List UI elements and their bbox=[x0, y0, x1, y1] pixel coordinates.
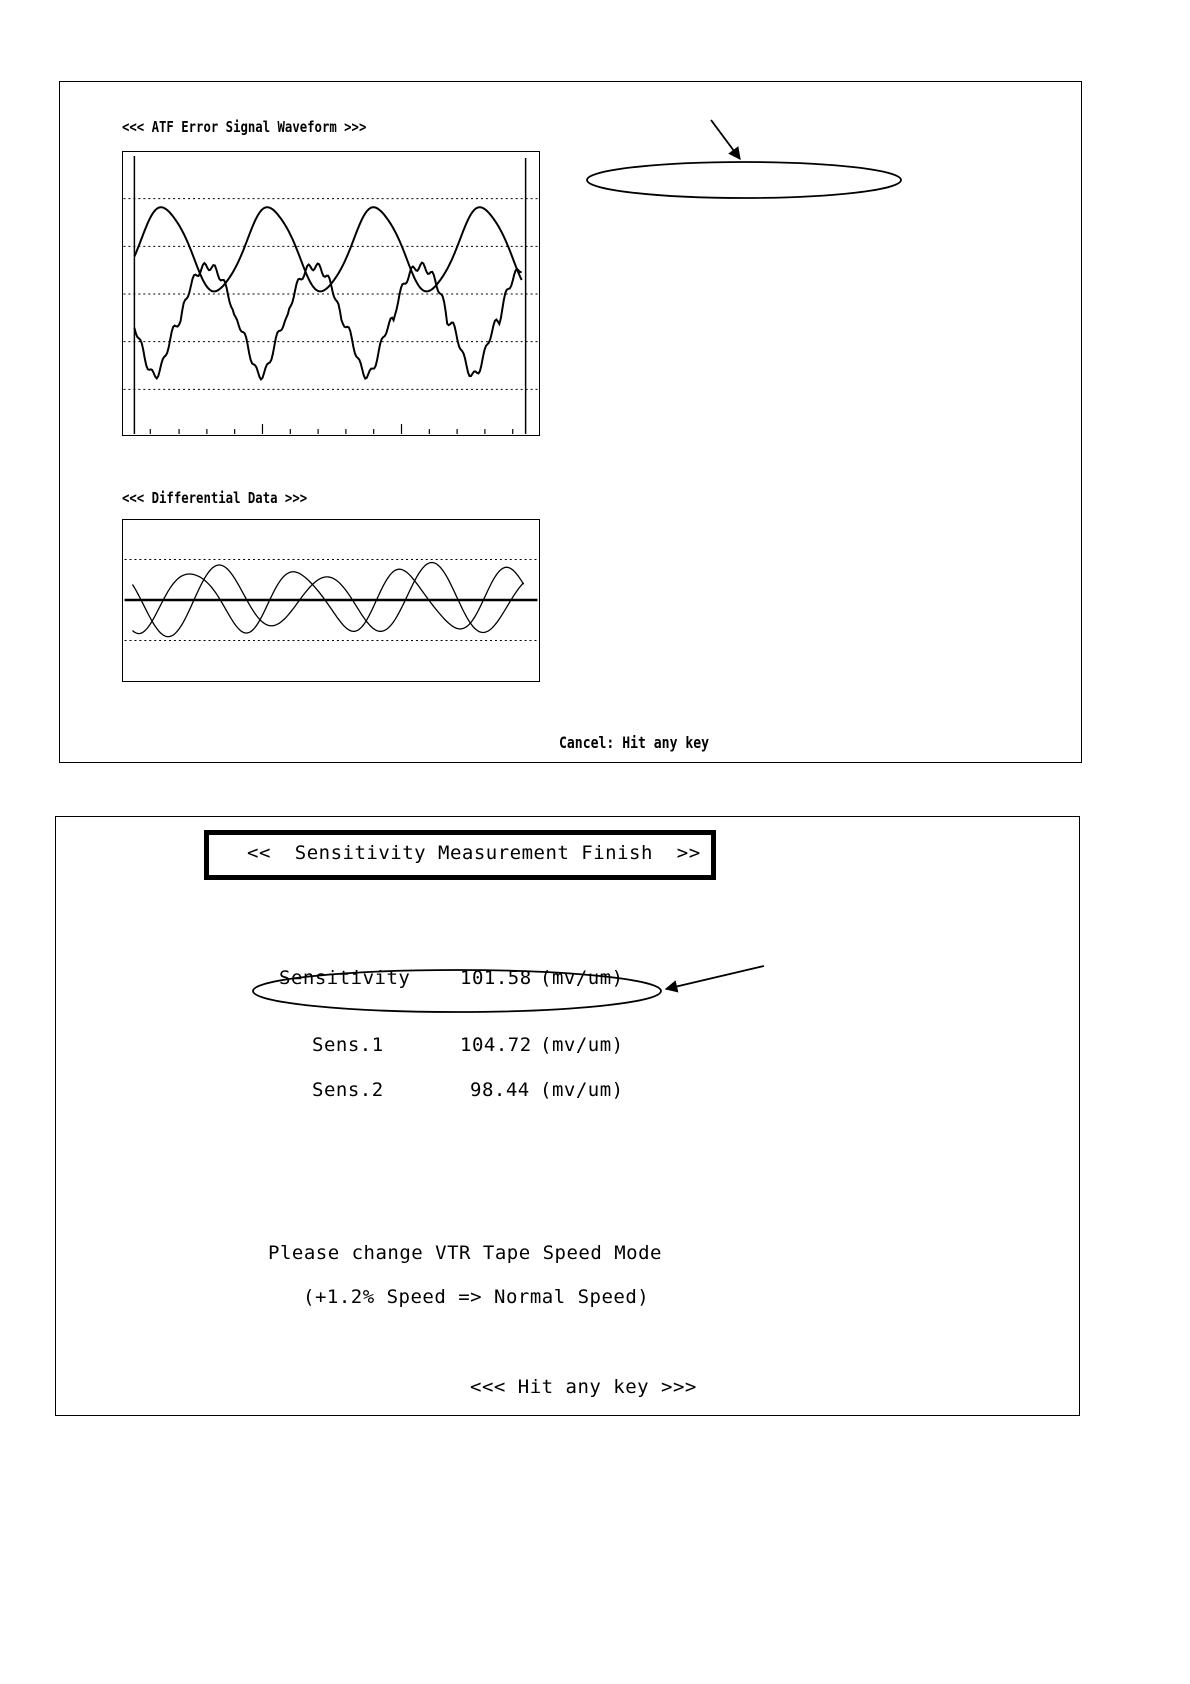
sens2-label: Sens.2 bbox=[312, 1079, 384, 1101]
sens1-label: Sens.1 bbox=[312, 1034, 384, 1056]
cancel-hint: Cancel: Hit any key bbox=[559, 733, 710, 752]
sens2-value: 98.44 bbox=[470, 1079, 530, 1101]
instruction-line-2: (+1.2% Speed => Normal Speed) bbox=[303, 1286, 650, 1308]
sens1-value: 104.72 bbox=[460, 1034, 532, 1056]
tick-marks bbox=[150, 424, 512, 434]
sensitivity-label: Sensitivity bbox=[279, 967, 411, 989]
differential-title: <<< Differential Data >>> bbox=[122, 489, 308, 507]
hit-any-key-prompt[interactable]: <<< Hit any key >>> bbox=[470, 1376, 697, 1398]
differential-data-graph bbox=[122, 519, 540, 682]
waveform-title: <<< ATF Error Signal Waveform >>> bbox=[122, 118, 367, 136]
sensitivity-unit: (mv/um) bbox=[540, 967, 624, 989]
sens1-unit: (mv/um) bbox=[540, 1034, 624, 1056]
atf-error-waveform-graph bbox=[122, 151, 540, 436]
waveform-screen bbox=[59, 81, 1082, 763]
differential-plot bbox=[123, 520, 539, 681]
instruction-line-1: Please change VTR Tape Speed Mode bbox=[268, 1242, 662, 1264]
wave-series-b bbox=[134, 263, 521, 380]
sensitivity-screen bbox=[55, 816, 1080, 1416]
sensitivity-value: 101.58 bbox=[460, 967, 532, 989]
result-title: << Sensitivity Measurement Finish >> bbox=[247, 842, 701, 864]
sens2-unit: (mv/um) bbox=[540, 1079, 624, 1101]
atf-waveform-plot bbox=[123, 152, 539, 435]
